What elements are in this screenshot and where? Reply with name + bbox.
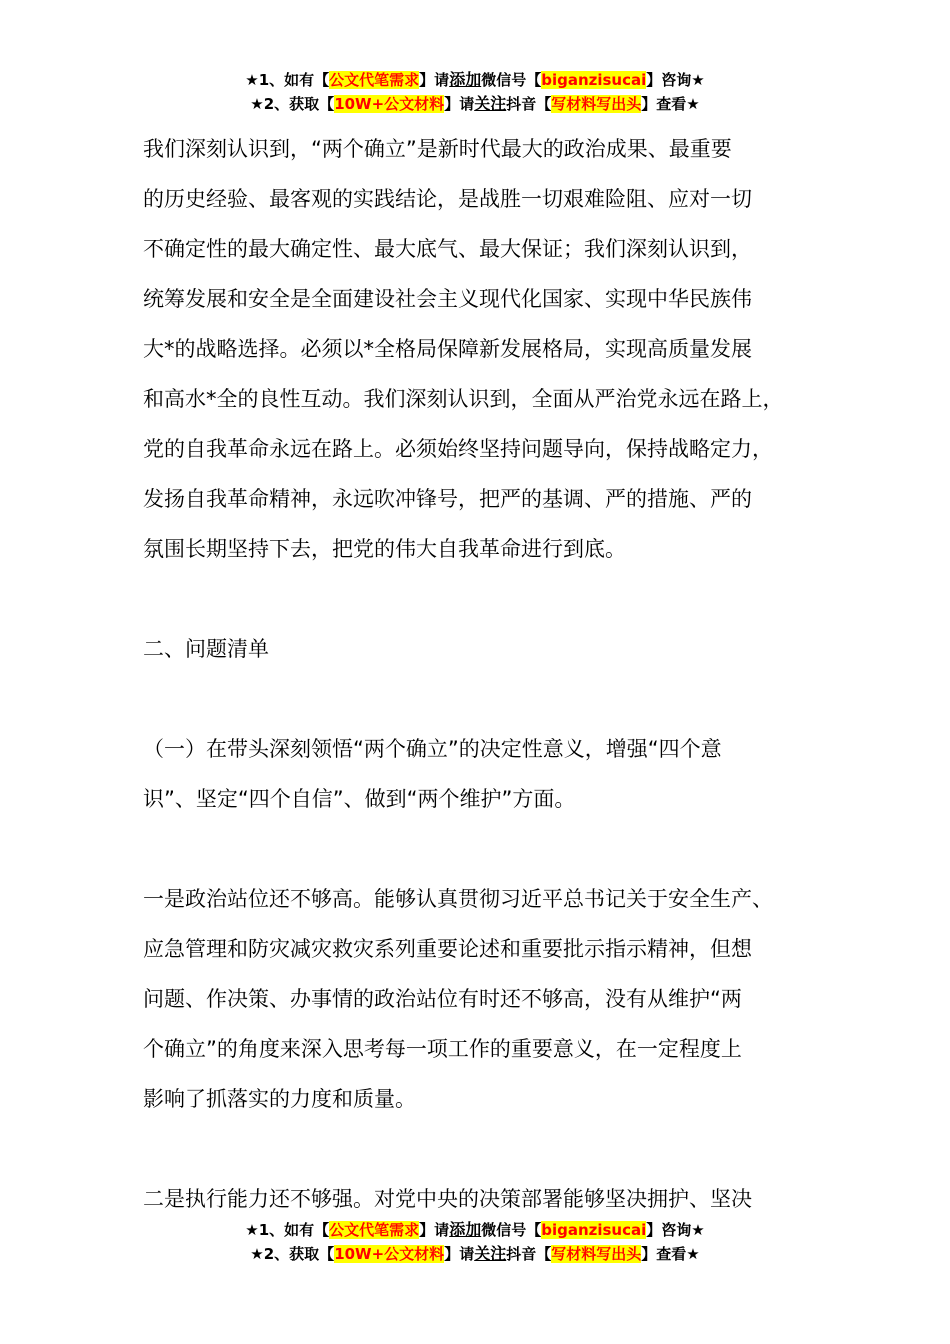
- text-line: 党的自我革命永远在路上。必须始终坚持问题导向，保持战略定力，: [143, 437, 773, 461]
- footer-banner: [0, 1218, 950, 1266]
- paragraph-gap: [143, 674, 843, 724]
- section-heading: 二、问题清单: [143, 637, 269, 661]
- highlight-wechat-id: biganzisucai: [541, 71, 647, 89]
- document-body: [143, 124, 843, 1224]
- text-line: 氛围长期坚持下去，把党的伟大自我革命进行到底。: [143, 537, 626, 561]
- text-line: 一是政治站位还不够高。能够认真贯彻习近平总书记关于安全生产、: [143, 887, 773, 911]
- underlined-add: 添加: [449, 70, 482, 89]
- header-banner: [0, 68, 950, 116]
- highlight-materials: 10W+公文材料: [334, 1245, 445, 1263]
- text-line: 问题、作决策、办事情的政治站位有时还不够高，没有从维护“两: [143, 987, 742, 1011]
- paragraph-issue-1: [143, 874, 843, 1124]
- paragraph-subsection-1: [143, 724, 843, 824]
- highlight-ghostwriting: 公文代笔需求: [329, 1221, 420, 1239]
- text-line: 的历史经验、最客观的实践结论，是战胜一切艰难险阻、应对一切: [143, 187, 752, 211]
- paragraph-gap: [143, 574, 843, 624]
- highlight-douyin-account: 写材料写出头: [551, 1245, 642, 1263]
- text-line: 识”、坚定“四个自信”、做到“两个维护”方面。: [143, 787, 576, 811]
- text-line: 个确立”的角度来深入思考每一项工作的重要意义，在一定程度上: [143, 1037, 742, 1061]
- paragraph-issue-2: [143, 1174, 843, 1224]
- banner-line-2: ★2、获取【10W+公文材料】请关注抖音【写材料写出头】查看★: [250, 1244, 700, 1263]
- banner-line-1: ★1、如有【公文代笔需求】请添加微信号【biganzisucai】咨询★: [245, 70, 705, 89]
- paragraph-gap: [143, 1124, 843, 1174]
- underlined-add: 添加: [449, 1220, 482, 1239]
- text-line: 发扬自我革命精神，永远吹冲锋号，把严的基调、严的措施、严的: [143, 487, 752, 511]
- paragraph-gap: [143, 824, 843, 874]
- underlined-follow: 关注: [474, 1244, 507, 1263]
- text-line: 影响了抓落实的力度和质量。: [143, 1087, 416, 1111]
- banner-line-2: ★2、获取【10W+公文材料】请关注抖音【写材料写出头】查看★: [250, 94, 700, 113]
- text-line: 二是执行能力还不够强。对党中央的决策部署能够坚决拥护、坚决: [143, 1187, 752, 1211]
- text-line: 大*的战略选择。必须以*全格局保障新发展格局，实现高质量发展: [143, 337, 752, 361]
- banner-line-1: ★1、如有【公文代笔需求】请添加微信号【biganzisucai】咨询★: [245, 1220, 705, 1239]
- paragraph-understanding: [143, 124, 843, 574]
- text-line: 统筹发展和安全是全面建设社会主义现代化国家、实现中华民族伟: [143, 287, 752, 311]
- highlight-douyin-account: 写材料写出头: [551, 95, 642, 113]
- highlight-ghostwriting: 公文代笔需求: [329, 71, 420, 89]
- text-line: 不确定性的最大确定性、最大底气、最大保证；我们深刻认识到，: [143, 237, 752, 261]
- text-line: 应急管理和防灾减灾救灾系列重要论述和重要批示指示精神，但想: [143, 937, 752, 961]
- underlined-follow: 关注: [474, 94, 507, 113]
- highlight-materials: 10W+公文材料: [334, 95, 445, 113]
- highlight-wechat-id: biganzisucai: [541, 1221, 647, 1239]
- text-line: （一）在带头深刻领悟“两个确立”的决定性意义，增强“四个意: [143, 737, 722, 761]
- text-line: 我们深刻认识到，“两个确立”是新时代最大的政治成果、最重要: [143, 137, 732, 161]
- text-line: 和高水*全的良性互动。我们深刻认识到，全面从严治党永远在路上，: [143, 387, 784, 411]
